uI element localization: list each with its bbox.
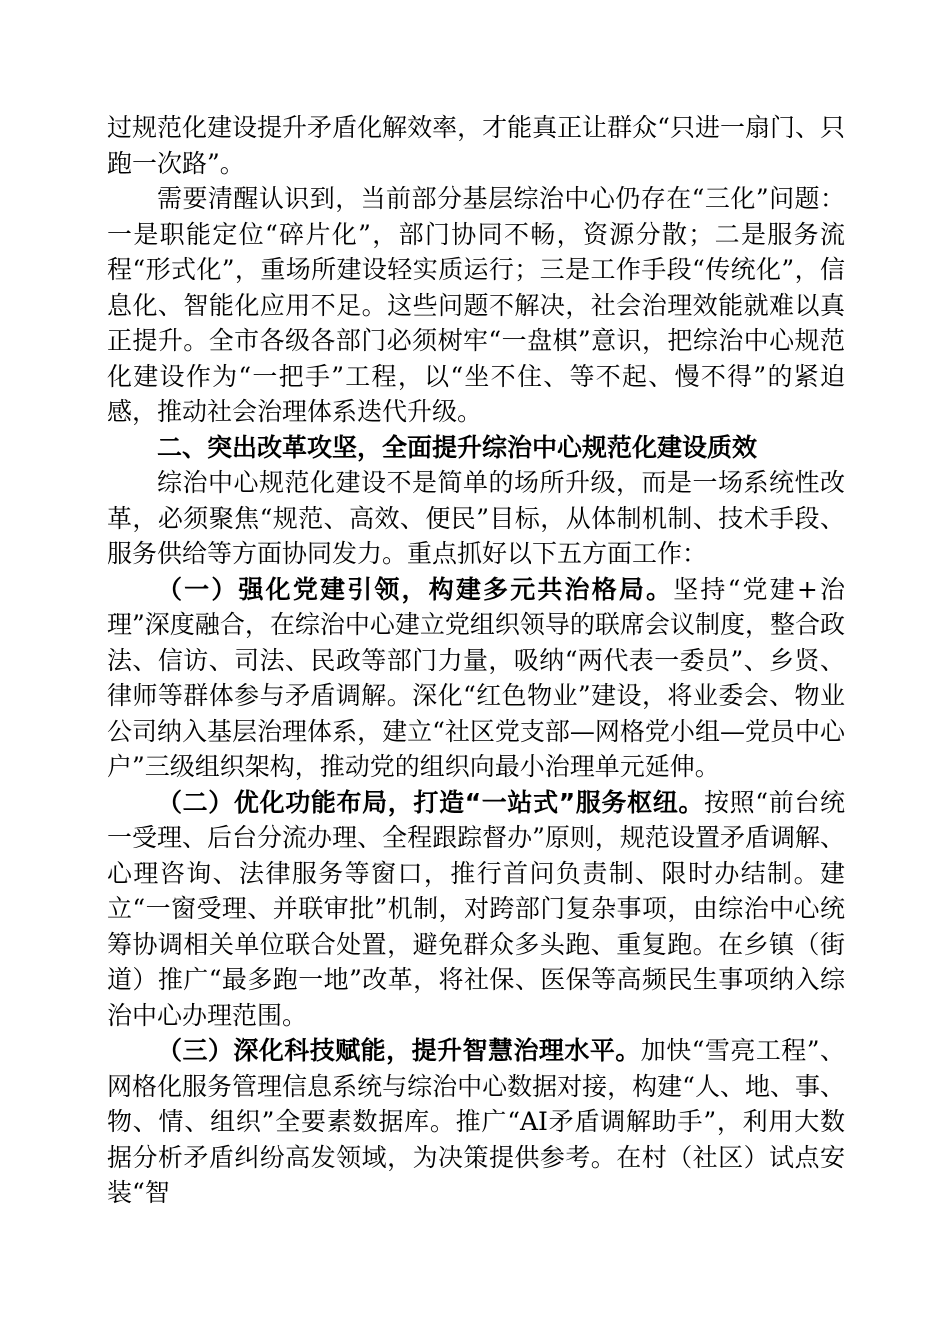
subsection-text: 坚持“党建+治理”深度融合，在综治中心建立党组织领导的联席会议制度，整合政法、信访、司法、民政等部门力量，吸纳“两代表一委员”、乡贤、律师等群体参与矛盾调解。深化“红色物业”建设，将业委会、物业公司纳入基层治理体系，建立“社区党支部—网格党小组—党员中心户”三级组织架构，推动党的组织向最小治理单元延伸。 <box>107 574 845 781</box>
subsection-one-stop-service <box>107 785 845 1034</box>
paragraph-continuation <box>107 110 845 181</box>
document-page <box>107 110 845 1211</box>
section-heading: 二、突出改革攻坚，全面提升综治中心规范化建设质效 <box>157 432 758 462</box>
subsection-text: 加快“雪亮工程”、网格化服务管理信息系统与综治中心数据对接，构建“人、地、事、物、情、组织”全要素数据库。推广“AI矛盾调解助手”，利用大数据分析矛盾纠纷高发领域，为决策提供参考。在村（社区）试点安装“智 <box>107 1036 845 1207</box>
paragraph-problems <box>107 181 845 430</box>
subsection-tech-empowerment <box>107 1033 845 1211</box>
subsection-lead: （二）优化功能布局，打造“一站式”服务枢纽。 <box>157 787 704 817</box>
subsection-party-building <box>107 572 845 785</box>
paragraph-text: 综治中心规范化建设不是简单的场所升级，而是一场系统性改革，必须聚焦“规范、高效、便民”目标，从体制机制、技术手段、服务供给等方面协同发力。重点抓好以下五方面工作： <box>107 468 845 568</box>
subsection-lead: （一）强化党建引领，构建多元共治格局。 <box>157 574 674 604</box>
subsection-text: 按照“前台统一受理、后台分流办理、全程跟踪督办”原则，规范设置矛盾调解、心理咨询、法律服务等窗口，推行首问负责制、限时办结制。建立“一窗受理、并联审批”机制，对跨部门复杂事项，由综治中心统筹协调相关单位联合处置，避免群众多头跑、重复跑。在乡镇（街道）推广“最多跑一地”改革，将社保、医保等高频民生事项纳入综治中心办理范围。 <box>107 787 845 1030</box>
paragraph-text: 过规范化建设提升矛盾化解效率，才能真正让群众“只进一扇门、只跑一次路”。 <box>107 113 845 178</box>
paragraph-intro <box>107 465 845 572</box>
subsection-lead: （三）深化科技赋能，提升智慧治理水平。 <box>157 1036 641 1065</box>
paragraph-text: 需要清醒认识到，当前部分基层综治中心仍存在“三化”问题：一是职能定位“碎片化”，部门协同不畅，资源分散；二是服务流程“形式化”，重场所建设轻实质运行；三是工作手段“传统化”，信息化、智能化应用不足。这些问题不解决，社会治理效能就难以真正提升。全市各级各部门必须树牢“一盘棋”意识，把综治中心规范化建设作为“一把手”工程，以“坐不住、等不起、慢不得”的紧迫感，推动社会治理体系迭代升级。 <box>107 184 845 426</box>
